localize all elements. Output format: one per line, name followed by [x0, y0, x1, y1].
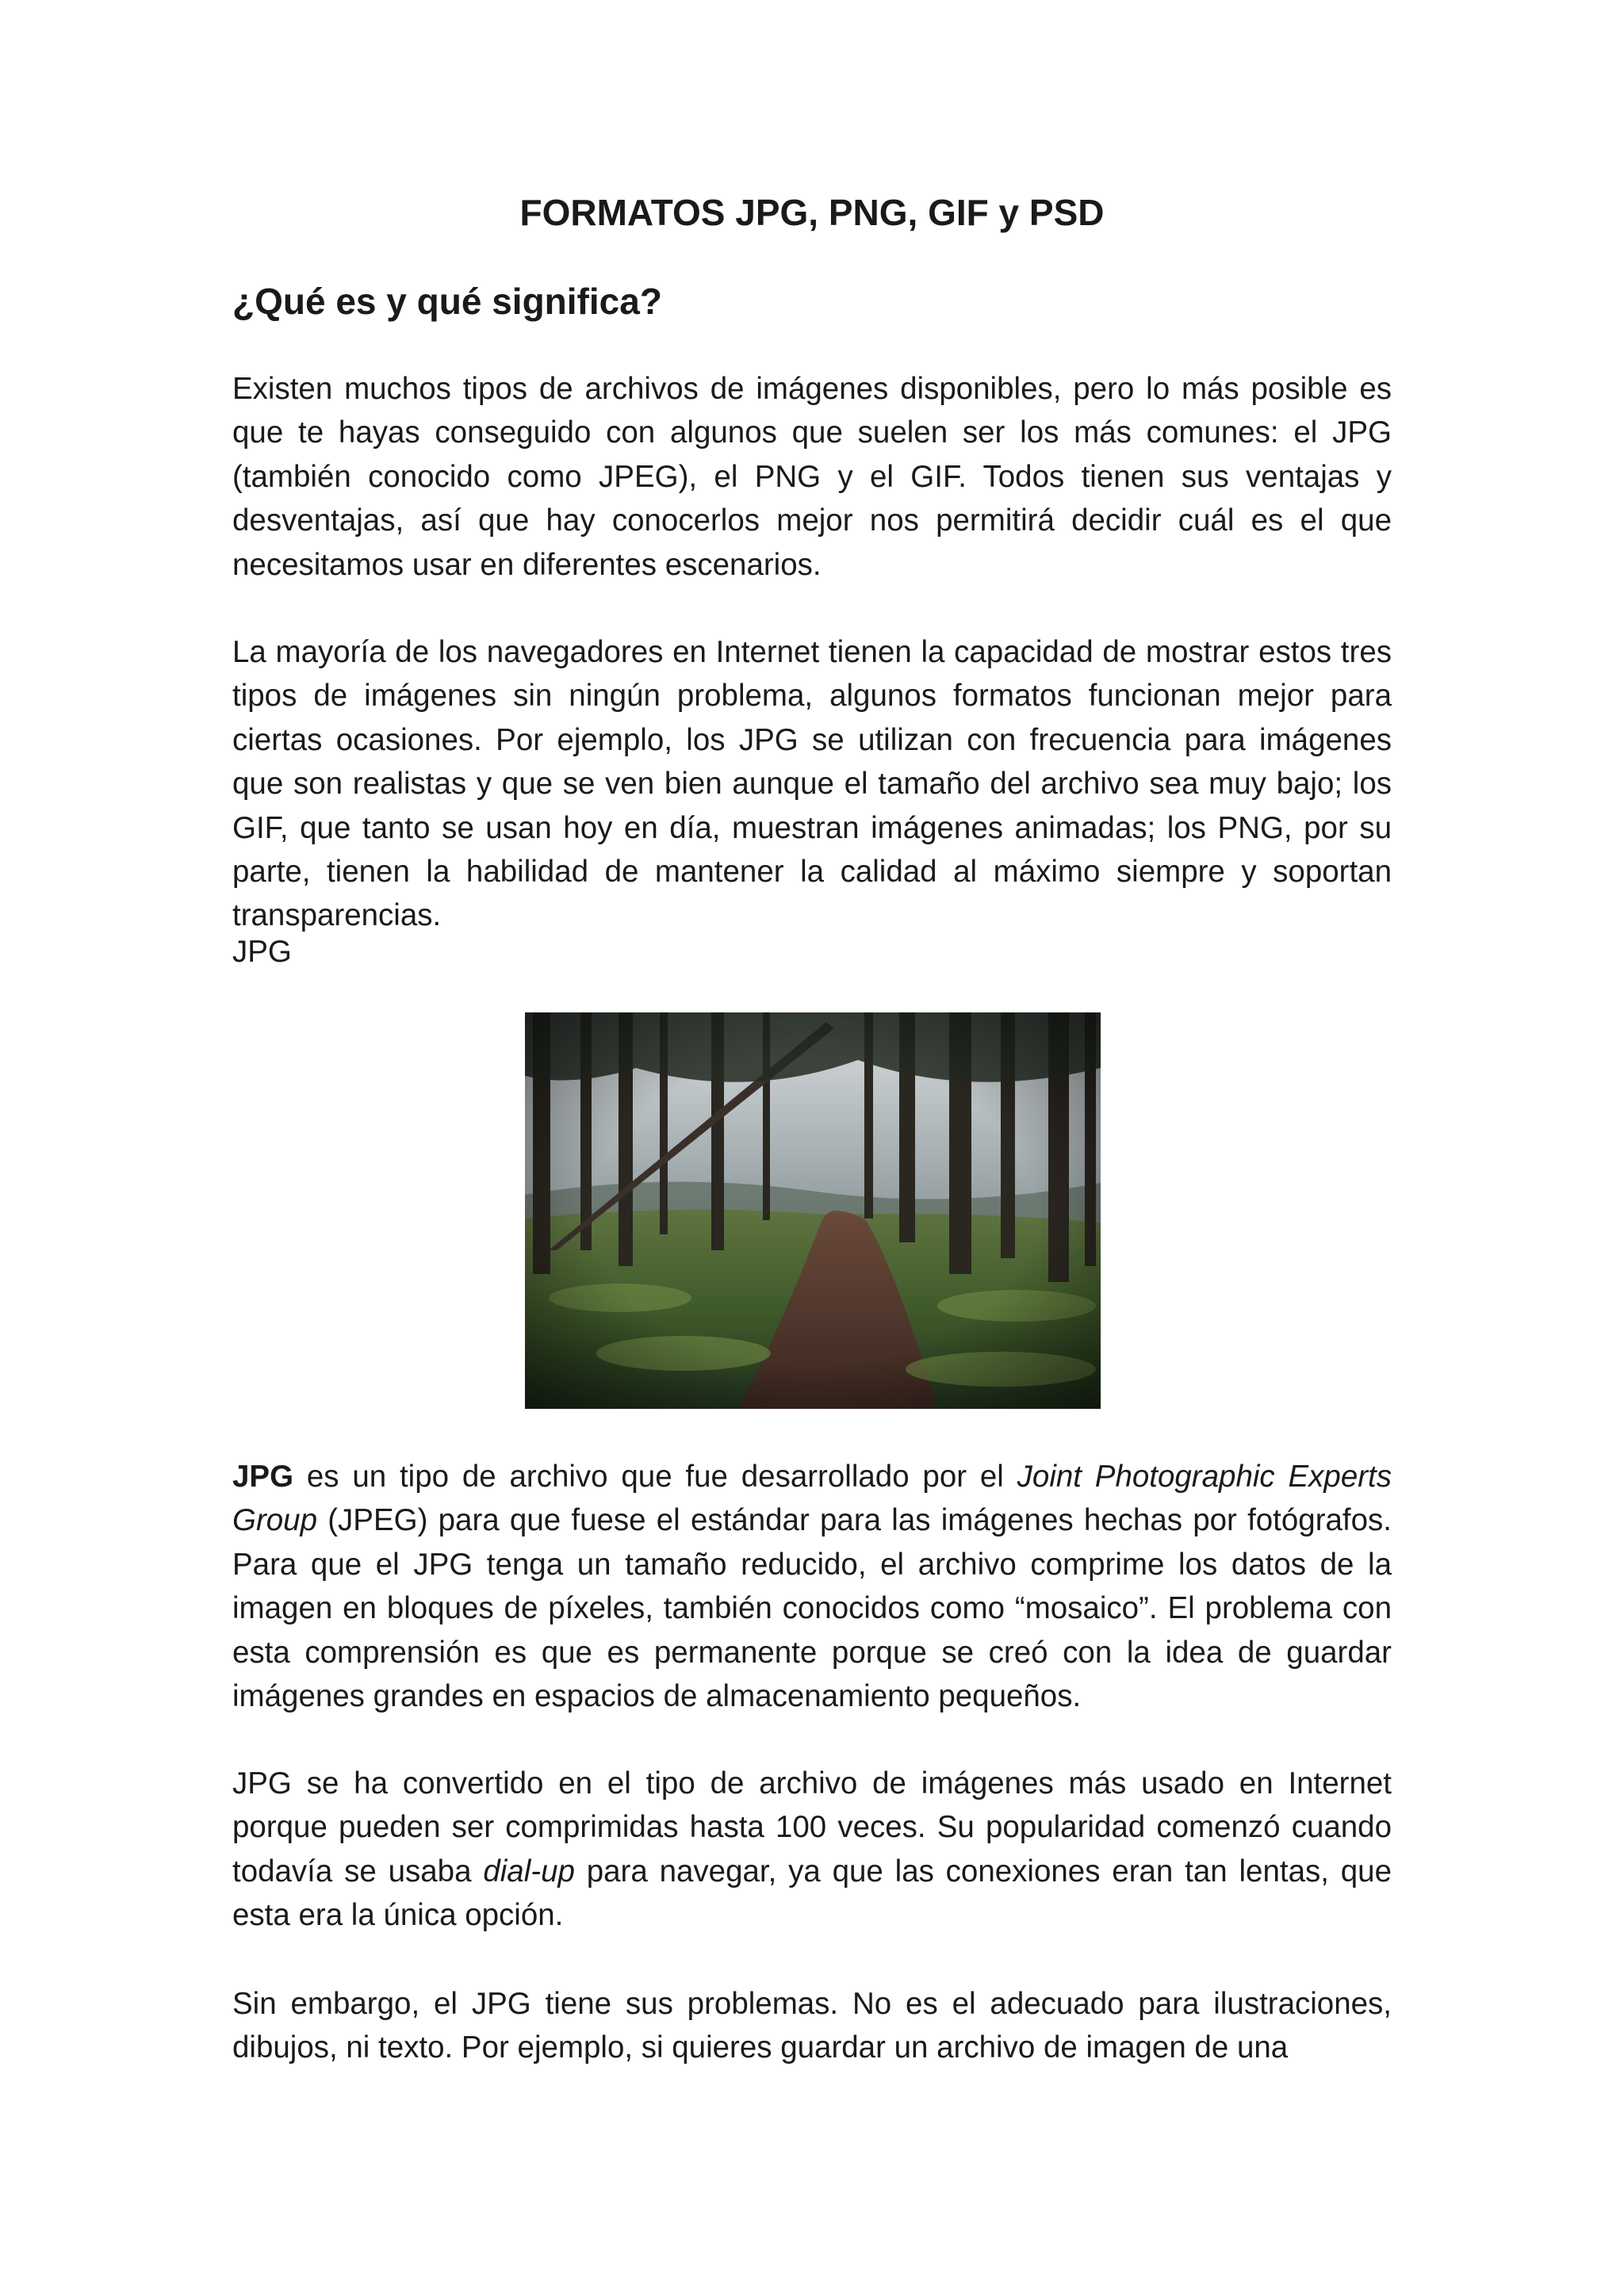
- italic-term: dial-up: [483, 1854, 575, 1888]
- text-fragment: JPG se ha convertido en el tipo de archivo de imágenes más usado en Internet porque pueden ser comprimidas hasta 100 veces. Su popularidad comenzó cuando todavía se usaba: [232, 1766, 1392, 1888]
- text-fragment: (JPEG) para que fuese el estándar para las imágenes hechas por fotógrafos. Para que el JPG tenga un tamaño reducido, el archivo comprime los datos de la imagen en bloques de píxeles, también conocidos como “mosaico”. El problema con esta comprensión es que es permanente porque se creó con la idea de guardar imágenes grandes en espacios de almacenamiento pequeños.: [232, 1503, 1392, 1714]
- paragraph-intro: Existen muchos tipos de archivos de imágenes disponibles, pero lo más posible es que te hayas conseguido con algunos que suelen ser los más comunes: el JPG (también conocido como JPEG), el PNG y el GIF. Todos tienen sus ventajas y desventajas, así que hay conocerlos mejor nos permitirá decidir cuál es el que necesitamos usar en diferentes escenarios.: [232, 372, 1392, 582]
- paragraph-jpg-definition: [232, 1455, 1392, 1718]
- paragraph-jpg-problems: Sin embargo, el JPG tiene sus problemas. No es el adecuado para ilustraciones, dibujos, ni texto. Por ejemplo, si quieres guardar un archivo de imagen de una: [232, 1987, 1392, 2065]
- paragraph-jpg-popularity: [232, 1762, 1392, 1938]
- text-fragment: para navegar, ya que las conexiones eran tan lentas, que esta era la única opción.: [232, 1854, 1392, 1933]
- forest-path-photo: [525, 1012, 1101, 1409]
- document-title: FORMATOS JPG, PNG, GIF y PSD: [519, 192, 1105, 233]
- paragraph-browsers: La mayoría de los navegadores en Internet tienen la capacidad de mostrar estos tres tipos de imágenes sin ningún problema, algunos formatos funcionan mejor para ciertas ocasiones. Por ejemplo, los JPG se utilizan con frecuencia para imágenes que son realistas y que se ven bien aunque el tamaño del archivo sea muy bajo; los GIF, que tanto se usan hoy en día, muestran imágenes animadas; los PNG, por su parte, tienen la habilidad de mantener la calidad al máximo siempre y soportan transparencias.: [232, 635, 1392, 933]
- jpg-bold-term: JPG: [232, 1460, 294, 1494]
- jpg-subheading: JPG: [232, 935, 292, 969]
- italic-term: Joint Photographic Experts Group: [232, 1460, 1392, 1538]
- text-fragment: es un tipo de archivo que fue desarrollado por el: [293, 1460, 1017, 1494]
- section-heading: ¿Qué es y qué significa?: [232, 281, 662, 322]
